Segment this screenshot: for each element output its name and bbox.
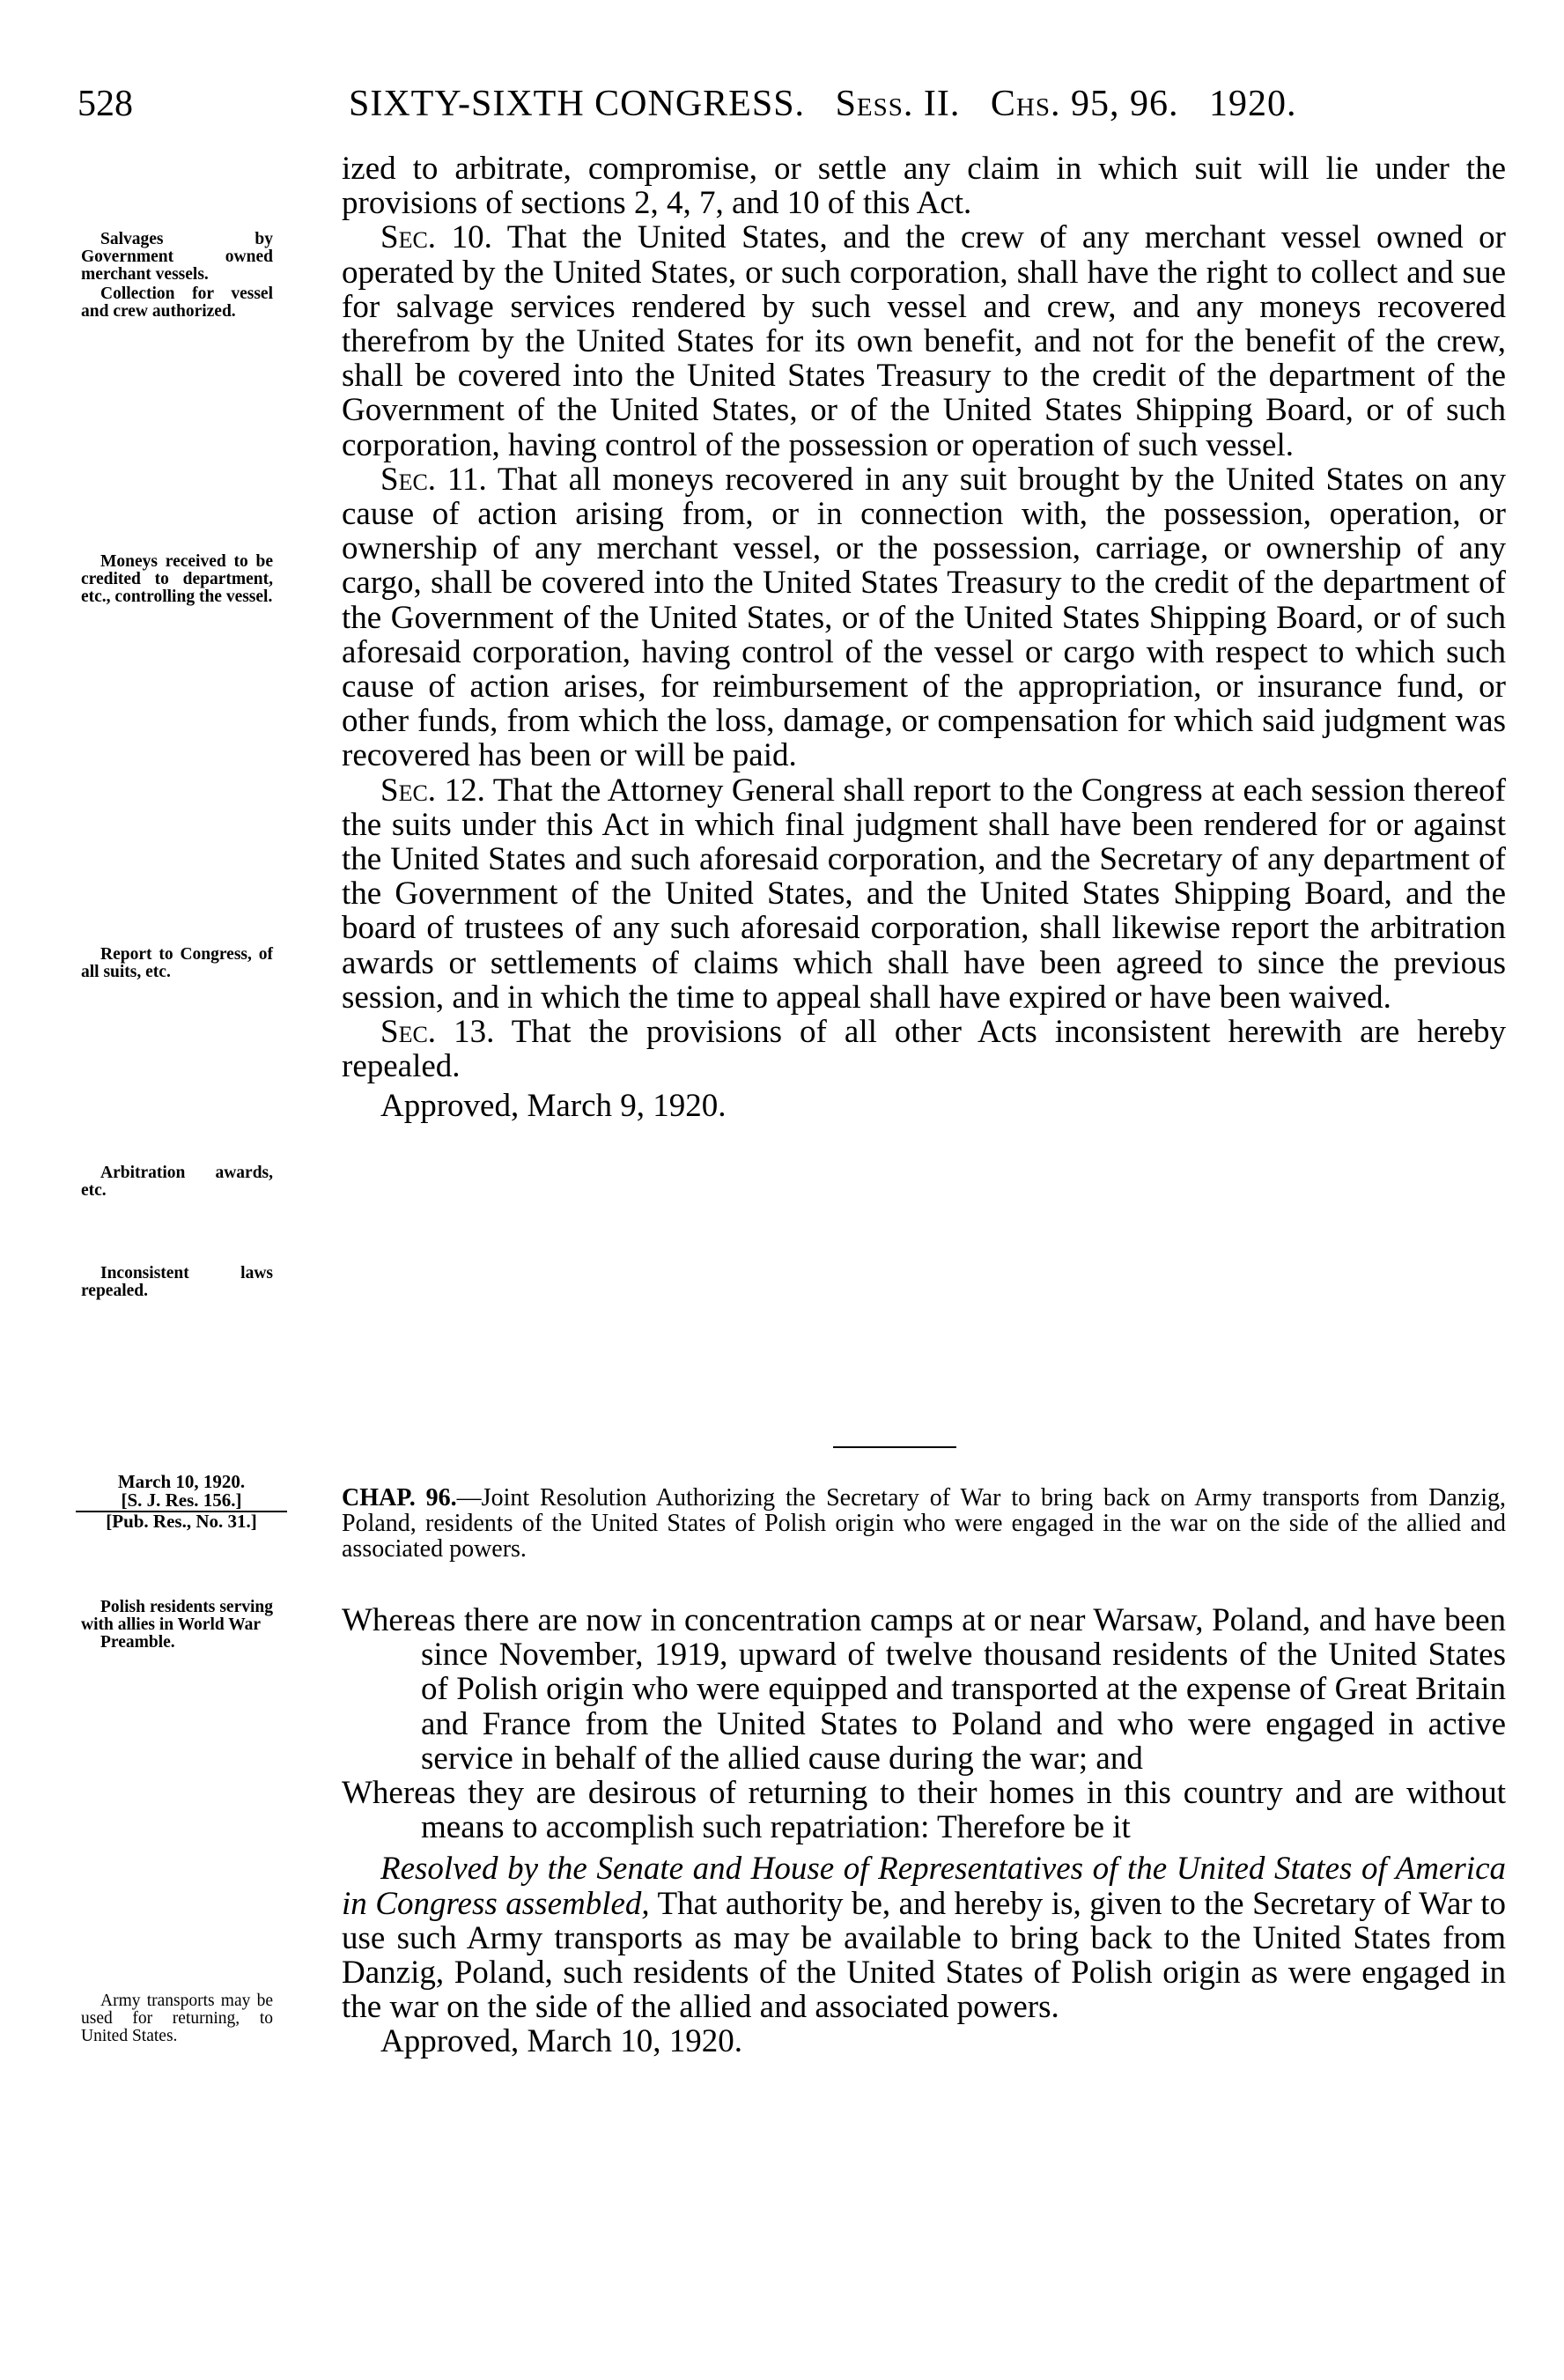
chapter-title-text: —Joint Resolution Authorizing the Secretary of War to bring back on Army transports from Danzig, Poland, residents of the United States of Polish origin who were engaged in the war on the side of the allied and associated powers. [342,1484,1506,1563]
section-text: That the provisions of all other Acts inconsistent herewith are hereby repealed. [342,1014,1506,1085]
continuation-paragraph: ized to arbitrate, compromise, or settle any claim in which suit will lie under the provisions of sections 2, 4, 7, and 10 of this Act. [342,151,1506,222]
year-label: 1920. [1208,84,1297,124]
resolving-clause [342,1852,1506,2024]
congress-title: SIXTY-SIXTH CONGRESS. [349,84,806,124]
side-note-arbitration: Arbitration awards, etc. [81,1164,273,1200]
section-text: That all moneys recovered in any suit brought by the United States on any cause of action arising from, or in connection with, the possession, operation, or ownership of any merchant vessel, or the possession, carriage, or ownership of any cargo, shall be covered into the United States Treasury to the credit of the department of the Government of the United States, or of the United States Shipping Board, or of such aforesaid corporation, having control of the vessel or cargo with respect to which such cause of action arises, for reimbursement of the appropriation, or insurance fund, or other funds, from which the loss, damage, or compensation for which said judgment was recovered has been or will be paid. [342,461,1506,774]
side-note-army-transports: Army transports may be used for returning, to United States. [81,1992,273,2045]
chapter-divider [833,1446,956,1448]
enactment-date: March 10, 1920. [117,1471,246,1492]
side-note-report: Report to Congress, of all suits, etc. [81,945,273,981]
section-10 [342,220,1506,462]
chapter-95-body [342,152,1506,1124]
resolution-text: That authority be, and hereby is, given to the Secretary of War to use such Army transports as may be available to bring back to the United States from Danzig, Poland, such residents of the United States of Polish origin as were engaged in the war on the side of the allied and associated powers. [342,1885,1506,2026]
enacting-formula: Resolved by the Senate and House of Representatives of the United States of America in Congress assembled, [342,1851,1506,1922]
section-11 [342,462,1506,773]
whereas-clause-2: Whereas they are desirous of returning to their homes in this country and are without means to accomplish such repatriation: Therefore be it [342,1775,1506,1846]
section-text: That the Attorney General shall report to the Congress at each session thereof the suits under this Act in which final judgment shall have been rendered for or against the United States and such aforesaid corporation, and the Secretary of any department of the Government of the United States, and the United States Shipping Board, and the board of trustees of any such aforesaid corporation, shall likewise report the arbitration awards or settlements of claims which shall have been agreed to since the previous session, and in which the time to appeal shall have expired or have been waived. [342,772,1506,1016]
chapter-96-citation [85,1473,278,1531]
side-note-salvages: Salvages by Government owned merchant vessels. [81,230,273,284]
side-note-moneys: Moneys received to be credited to department, etc., controlling the vessel. [81,552,273,606]
side-note-collection: Collection for vessel and crew authorized. [81,285,273,321]
side-note-preamble: Preamble. [100,1633,175,1652]
chapter-label: CHAP. 96. [342,1484,457,1512]
chapters-label: Chs. 95, 96. [990,84,1179,124]
side-note-inconsistent: Inconsistent laws repealed. [81,1264,273,1300]
senate-joint-resolution: [S. J. Res. 156.] [76,1491,287,1512]
section-label: Sec. 11. [380,461,487,498]
approved-date: Approved, March 9, 1920. [380,1088,727,1125]
page-number: 528 [77,84,133,124]
section-label: Sec. 10. [380,219,492,256]
section-13 [342,1015,1506,1083]
section-12 [342,773,1506,1015]
section-label: Sec. 12. [380,772,485,809]
section-text: That the United States, and the crew of any merchant vessel owned or operated by the United States, or such corporation, shall have the right to collect and sue for salvage services rendered by such vessel and crew, and any moneys recovered therefrom by the United States for its own benefit, and not for the benefit of the crew, shall be covered into the United States Treasury to the credit of the department of the Government of the United States, or of the United States Shipping Board, or of such corporation, having control of the possession or operation of such vessel. [342,219,1506,463]
session-label: Sess. II. [835,84,961,124]
public-resolution-number: [Pub. Res., No. 31.] [106,1511,257,1532]
chapter-96-title [342,1485,1506,1562]
page-header [69,78,1495,130]
whereas-clause-1: Whereas there are now in concentration camps at or near Warsaw, Poland, and have been since November, 1919, upward of twelve thousand residents of the United States of Polish origin who were equipped and transported at the expense of Great Britain and France from the United States to Poland and who were engaged in active service in behalf of the allied cause during the war; and [342,1602,1506,1777]
chapter-96-body [342,1603,1506,2059]
approved-date: Approved, March 10, 1920. [380,2023,743,2060]
running-head [349,78,1296,130]
section-label: Sec. 13. [380,1014,495,1051]
side-note-polish-residents: Polish residents serving with allies in World War Preamble. [81,1598,273,1652]
